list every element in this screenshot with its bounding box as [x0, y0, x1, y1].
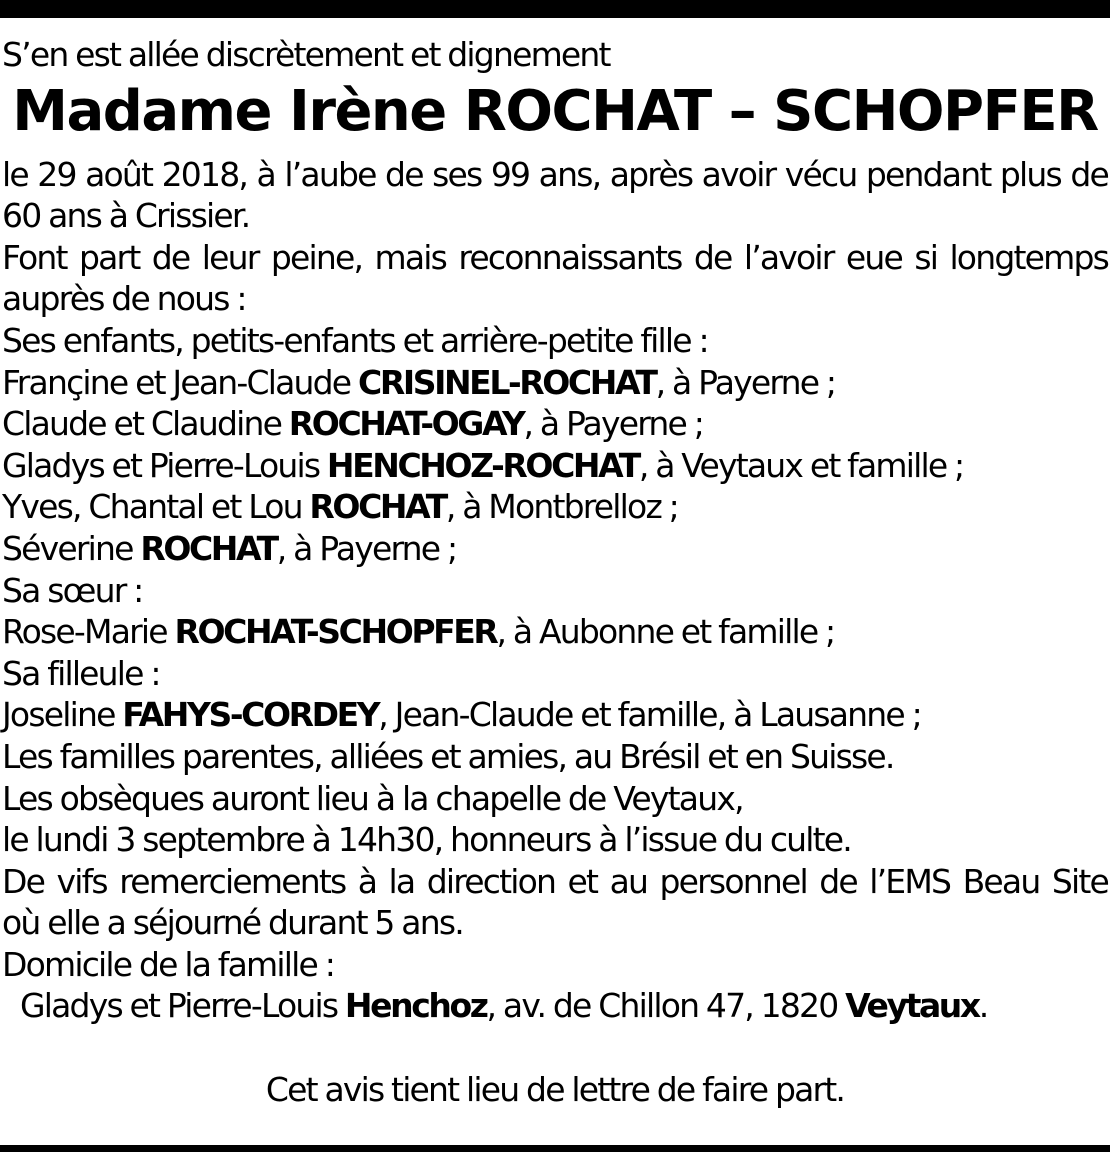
obituary-notice	[2, 34, 1108, 1110]
peine-line-1: Font part de leur peine, mais reconnaissants de l’avoir eue si longtemps	[2, 237, 1108, 277]
remerciements-line-2: où elle a séjourné durant 5 ans.	[2, 903, 463, 943]
remerciements-line-1: De vifs remerciements à la direction et au personnel de l’EMS Beau Site	[2, 861, 1108, 901]
top-rule	[0, 0, 1110, 18]
family-surname: HENCHOZ-ROCHAT	[326, 445, 639, 485]
domicile-street: , av. de Chillon 47, 1820	[486, 986, 846, 1026]
family-location: , à Payerne ;	[523, 404, 704, 444]
bottom-rule	[0, 1145, 1110, 1152]
family-first-names: Séverine	[2, 528, 141, 568]
family-location: , à Montbrelloz ;	[445, 487, 678, 527]
family-first-names: Claude et Claudine	[2, 404, 289, 444]
family-member-line	[2, 528, 1108, 570]
family-surname: ROCHAT	[309, 487, 446, 527]
domicile-names: Gladys et Pierre-Louis	[20, 986, 345, 1026]
closing-line: Cet avis tient lieu de lettre de faire part.	[265, 1069, 845, 1109]
filleule-line	[2, 694, 1108, 736]
family-location: , à Payerne ;	[276, 528, 457, 568]
filleule-surname: FAHYS-CORDEY	[122, 695, 379, 735]
family-member-line	[2, 362, 1108, 404]
filleule-location: , Jean-Claude et famille, à Lausanne ;	[378, 695, 921, 735]
domicile-address	[2, 985, 1108, 1027]
obseques-line-1: Les obsèques auront lieu à la chapelle de Veytaux,	[2, 778, 743, 818]
enfants-heading: Ses enfants, petits-enfants et arrière-petite fille :	[2, 320, 708, 360]
soeur-location: , à Aubonne et famille ;	[496, 612, 835, 652]
spacer	[2, 1027, 1108, 1069]
family-member-line	[2, 445, 1108, 487]
family-location: , à Payerne ;	[655, 362, 836, 402]
domicile-period: .	[978, 986, 988, 1026]
intro-line: S’en est allée discrètement et dignement	[2, 35, 610, 74]
date-line-1: le 29 août 2018, à l’aube de ses 99 ans, après avoir vécu pendant plus de	[2, 154, 1108, 194]
soeur-surname: ROCHAT-SCHOPFER	[174, 612, 497, 652]
soeur-heading: Sa sœur :	[2, 570, 143, 610]
family-first-names: Françine et Jean-Claude	[2, 362, 359, 402]
filleule-heading: Sa filleule :	[2, 653, 160, 693]
family-member-line	[2, 486, 1108, 528]
obseques-line-2: le lundi 3 septembre à 14h30, honneurs à l’issue du culte.	[2, 820, 851, 860]
family-member-line	[2, 403, 1108, 445]
familles-line: Les familles parentes, alliées et amies, au Brésil et en Suisse.	[2, 736, 894, 776]
family-surname: ROCHAT	[140, 528, 277, 568]
family-surname: ROCHAT-OGAY	[288, 404, 524, 444]
peine-line-2: auprès de nous :	[2, 279, 246, 319]
domicile-surname: Henchoz	[344, 986, 487, 1026]
family-first-names: Gladys et Pierre-Louis	[2, 445, 327, 485]
family-first-names: Yves, Chantal et Lou	[2, 487, 310, 527]
date-line-2: 60 ans à Crissier.	[2, 196, 250, 236]
filleule-first-name: Joseline	[2, 695, 123, 735]
family-surname: CRISINEL-ROCHAT	[358, 362, 656, 402]
family-location: , à Veytaux et famille ;	[638, 445, 964, 485]
soeur-first-name: Rose-Marie	[2, 612, 175, 652]
deceased-name-title: Madame Irène ROCHAT – SCHOPFER	[12, 78, 1098, 144]
soeur-line	[2, 611, 1108, 653]
domicile-heading: Domicile de la famille :	[2, 944, 335, 984]
domicile-city: Veytaux	[845, 986, 979, 1026]
